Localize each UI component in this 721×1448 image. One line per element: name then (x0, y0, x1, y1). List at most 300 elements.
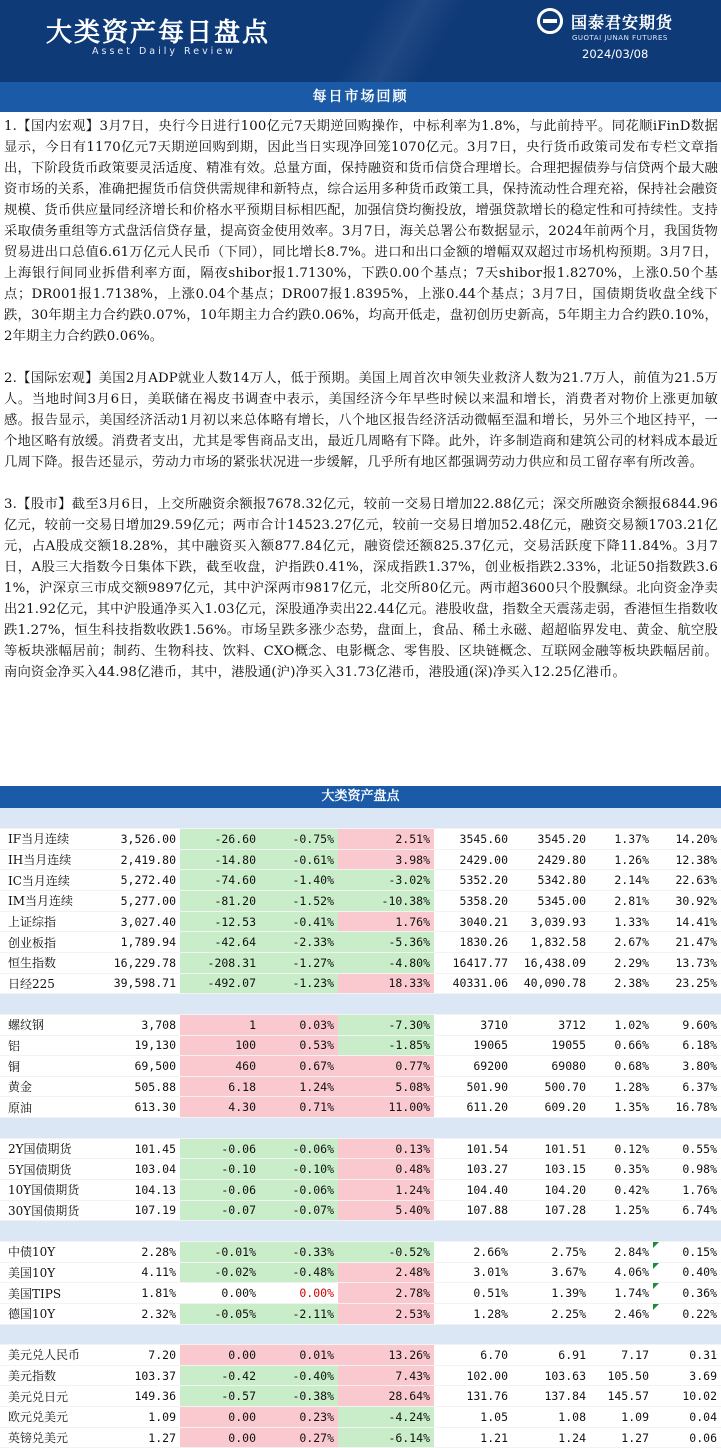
cell-振幅: 7.17 (590, 1345, 653, 1366)
table-row (0, 1365, 721, 1386)
cell-开盘价: 1.05 (434, 1407, 512, 1428)
cell-开盘价: 6.70 (434, 1345, 512, 1366)
asset-name: 美国TIPS (0, 1283, 100, 1304)
paragraph-domestic-macro: 1.【国内宏观】3月7日，央行今日进行100亿元7天期逆回购操作，中标利率为1.8%，与此前持平。同花顺iFinD数据显示，今日有1170亿元7天期逆回购到期，因此当日实现净回笼1070亿元。3月7日，央行货币政策司发布专栏文章指出，下阶段货币政策要灵活适度、精准有效。总量方面，保持融资和货币信贷合理增长。合理把握债券与信贷两个最大融资市场的关系，准确把握货币信贷供需规律和新特点，综合运用多种货币政策工具，保持流动性合理充裕，保持社会融资规模、货币供应量同经济增长和价格水平预期目标相匹配，加强信贷均衡投放，增强贷款增长的稳定性和可持续性。支持采取债务重组等方式盘活信贷存量，提高资金使用效率。3月7日，海关总署公布数据显示，2024年前两个月，我国货物贸易进出口总值6.61万亿元人民币（下同），同比增长8.7%。进口和出口金额的增幅双双超过市场机构预期。3月7日，上海银行间同业拆借利率方面，隔夜shibor报1.7130%，下跌0.00个基点；7天shibor报1.8270%，上涨0.50个基点；DR001报1.7138%，上涨0.04个基点；DR007报1.8395%，上涨0.44个基点；3月7日，国债期货收盘全线下跌，30年期主力合约跌0.07%，10年期主力合约跌0.06%，均高开低走，盘初创历史新高，5年期主力合约跌0.10%，2年期主力合约跌0.06%。 (4, 119, 719, 344)
cell-年振幅: 10.02 (653, 1386, 721, 1407)
cell-涨跌: -0.57 (180, 1386, 260, 1407)
cell-开盘价: 1.28% (434, 1303, 512, 1324)
group-subcolumn-1 (512, 1221, 590, 1242)
asset-name: 美国10Y (0, 1262, 100, 1283)
page-header (0, 0, 721, 83)
cell-年振幅: 0.36% (653, 1283, 721, 1304)
table-header-row (0, 808, 721, 829)
brand-block (537, 8, 687, 34)
cell-收盘价: 7.20 (100, 1345, 180, 1366)
cell-涨跌幅: 0.27% (260, 1427, 338, 1448)
cell-涨跌幅: -0.38% (260, 1386, 338, 1407)
group-spacer (512, 1118, 590, 1139)
cell-年内涨跌幅: -1.85% (338, 1035, 434, 1056)
cell-振幅: 1.33% (590, 911, 653, 932)
cell-收盘价: 1.09 (100, 1407, 180, 1428)
cell-开盘价: 501.90 (434, 1076, 512, 1097)
cell-开盘价: 104.40 (434, 1180, 512, 1201)
cell-涨跌: -42.64 (180, 932, 260, 953)
cell-涨跌幅: 0.23% (260, 1407, 338, 1428)
cell-年振幅: 0.15% (653, 1241, 721, 1262)
cell-收盘价: 103.37 (100, 1365, 180, 1386)
asset-name: 10Y国债期货 (0, 1180, 100, 1201)
cell-前收盘价: 137.84 (512, 1386, 590, 1407)
cell-振幅: 1.26% (590, 849, 653, 870)
group-spacer (338, 1221, 434, 1242)
cell-涨跌幅: -0.10% (260, 1159, 338, 1180)
cell-收盘价: 69,500 (100, 1056, 180, 1077)
cell-涨跌幅: -1.52% (260, 891, 338, 912)
column-header-5 (434, 808, 512, 829)
asset-name: 美元兑人民币 (0, 1345, 100, 1366)
cell-前收盘价: 3712 (512, 1014, 590, 1035)
cell-振幅: 2.67% (590, 932, 653, 953)
cell-开盘价: 3040.21 (434, 911, 512, 932)
cell-前收盘价: 16,438.09 (512, 952, 590, 973)
cell-开盘价: 103.27 (434, 1159, 512, 1180)
cell-收盘价: 505.88 (100, 1076, 180, 1097)
table-row (0, 1097, 721, 1118)
cell-年内涨跌幅: 3.98% (338, 849, 434, 870)
cell-开盘价: 1830.26 (434, 932, 512, 953)
brand-logo-icon (537, 8, 563, 34)
cell-收盘价: 16,229.78 (100, 952, 180, 973)
cell-年振幅: 3.69 (653, 1365, 721, 1386)
cell-振幅: 1.74% (590, 1283, 653, 1304)
table-row (0, 1180, 721, 1201)
table-row (0, 1056, 721, 1077)
cell-收盘价: 3,526.00 (100, 829, 180, 850)
cell-年内涨跌幅: 1.76% (338, 911, 434, 932)
cell-振幅: 1.09 (590, 1407, 653, 1428)
cell-涨跌: -0.07 (180, 1200, 260, 1221)
cell-涨跌幅: -2.11% (260, 1303, 338, 1324)
group-spacer (100, 994, 180, 1015)
cell-年内涨跌幅: -5.36% (338, 932, 434, 953)
cell-振幅: 0.12% (590, 1138, 653, 1159)
report-title: 大类资产每日盘点 (46, 18, 271, 48)
cell-收盘价: 104.13 (100, 1180, 180, 1201)
cell-涨跌幅: 0.71% (260, 1097, 338, 1118)
cell-振幅: 2.81% (590, 891, 653, 912)
cell-前收盘价: 103.15 (512, 1159, 590, 1180)
asset-name: 美元兑日元 (0, 1386, 100, 1407)
cell-涨跌幅: 0.53% (260, 1035, 338, 1056)
cell-振幅: 2.46% (590, 1303, 653, 1324)
cell-涨跌: 6.18 (180, 1076, 260, 1097)
group-spacer (100, 1221, 180, 1242)
table-row (0, 1200, 721, 1221)
asset-name: 黄金 (0, 1076, 100, 1097)
cell-前收盘价: 69080 (512, 1056, 590, 1077)
cell-涨跌幅: -0.41% (260, 911, 338, 932)
cell-收盘价: 613.30 (100, 1097, 180, 1118)
cell-涨跌幅: 0.00% (260, 1283, 338, 1304)
cell-前收盘价: 5342.80 (512, 870, 590, 891)
cell-振幅: 1.25% (590, 1200, 653, 1221)
table-row (0, 1014, 721, 1035)
cell-前收盘价: 2429.80 (512, 849, 590, 870)
brand-name-english: GUOTAI JUNAN FUTURES (572, 34, 668, 42)
cell-前收盘价: 40,090.78 (512, 973, 590, 994)
cell-年内涨跌幅: -10.38% (338, 891, 434, 912)
cell-年振幅: 0.06 (653, 1427, 721, 1448)
cell-开盘价: 40331.06 (434, 973, 512, 994)
cell-收盘价: 1.27 (100, 1427, 180, 1448)
cell-前收盘价: 3,039.93 (512, 911, 590, 932)
group-spacer (100, 1324, 180, 1345)
cell-振幅: 0.42% (590, 1180, 653, 1201)
cell-年内涨跌幅: 5.40% (338, 1200, 434, 1221)
cell-年振幅: 16.78% (653, 1097, 721, 1118)
cell-振幅: 2.29% (590, 952, 653, 973)
group-spacer (180, 1118, 260, 1139)
asset-name: 恒生指数 (0, 952, 100, 973)
cell-前收盘价: 6.91 (512, 1345, 590, 1366)
column-header-4 (338, 808, 434, 829)
cell-年内涨跌幅: -4.80% (338, 952, 434, 973)
report-date: 2024/03/08 (582, 47, 649, 61)
cell-振幅: 0.66% (590, 1035, 653, 1056)
column-header-3 (260, 808, 338, 829)
cell-前收盘价: 5345.00 (512, 891, 590, 912)
cell-涨跌: 460 (180, 1056, 260, 1077)
column-header-1 (100, 808, 180, 829)
cell-开盘价: 1.21 (434, 1427, 512, 1448)
asset-name: 螺纹钢 (0, 1014, 100, 1035)
cell-前收盘价: 609.20 (512, 1097, 590, 1118)
cell-年振幅: 14.41% (653, 911, 721, 932)
cell-涨跌幅: -0.75% (260, 829, 338, 850)
cell-涨跌幅: 0.01% (260, 1345, 338, 1366)
cell-收盘价: 5,277.00 (100, 891, 180, 912)
cell-前收盘价: 104.20 (512, 1180, 590, 1201)
asset-name: IM当月连续 (0, 891, 100, 912)
cell-涨跌幅: -1.23% (260, 973, 338, 994)
cell-振幅: 1.35% (590, 1097, 653, 1118)
group-label (0, 1221, 100, 1242)
group-spacer (260, 1324, 338, 1345)
cell-涨跌: -0.42 (180, 1365, 260, 1386)
cell-年内涨跌幅: 0.77% (338, 1056, 434, 1077)
cell-涨跌: -0.05% (180, 1303, 260, 1324)
group-spacer (180, 994, 260, 1015)
group-spacer (653, 1324, 721, 1345)
cell-振幅: 1.02% (590, 1014, 653, 1035)
group-spacer (338, 994, 434, 1015)
cell-开盘价: 0.51% (434, 1283, 512, 1304)
cell-开盘价: 69200 (434, 1056, 512, 1077)
asset-name: 铜 (0, 1056, 100, 1077)
table-row (0, 1035, 721, 1056)
cell-年内涨跌幅: 2.48% (338, 1262, 434, 1283)
cell-振幅: 2.14% (590, 870, 653, 891)
table-row (0, 973, 721, 994)
cell-年振幅: 12.38% (653, 849, 721, 870)
asset-name: 美元指数 (0, 1365, 100, 1386)
cell-前收盘价: 101.51 (512, 1138, 590, 1159)
asset-name: 上证综指 (0, 911, 100, 932)
group-spacer (434, 1118, 512, 1139)
cell-涨跌幅: -0.48% (260, 1262, 338, 1283)
paragraph-stock-market: 3.【股市】截至3月6日，上交所融资余额报7678.32亿元，较前一交易日增加22.88亿元；深交所融资余额报6844.96亿元，较前一交易日增加29.59亿元；两市合计14523.27亿元，较前一交易日增加52.48亿元，融资交易额1703.21亿元，占A股成交额18.28%，其中融资买入额877.84亿元，融资偿还额825.37亿元，交易活跃度下降11.84%。3月7日，A股三大指数今日集体下跌，截至收盘，沪指跌0.41%，深成指跌1.37%，创业板指跌2.33%，北证50指数跌3.61%，沪深京三市成交额9897亿元，其中沪深两市9817亿元，北交所80亿元。两市超3600只个股飘绿。北向资金净卖出21.92亿元，其中沪股通净买入1.03亿元，深股通净卖出22.44亿元。港股收盘，指数全天震荡走弱，香港恒生指数收跌1.27%，恒生科技指数收跌1.56%。市场呈跌多涨少态势，盘面上，食品、稀土永磁、超超临界发电、黄金、航空股等板块涨幅居前；制药、生物科技、饮料、CXO概念、电影概念、零售股、区块链概念、互联网金融等板块跌幅居前。南向资金净买入44.98亿港币，其中，港股通(沪)净买入31.73亿港币，港股通(深)净买入12.25亿港币。 (4, 497, 718, 680)
cell-年振幅: 0.55% (653, 1138, 721, 1159)
asset-table-title: 大类资产盘点 (0, 786, 721, 808)
cell-年振幅: 0.04 (653, 1407, 721, 1428)
cell-收盘价: 19,130 (100, 1035, 180, 1056)
cell-年内涨跌幅: 5.08% (338, 1076, 434, 1097)
cell-收盘价: 2.28% (100, 1241, 180, 1262)
group-spacer (180, 1221, 260, 1242)
cell-收盘价: 39,598.71 (100, 973, 180, 994)
cell-涨跌幅: -0.33% (260, 1241, 338, 1262)
cell-涨跌幅: 0.67% (260, 1056, 338, 1077)
cell-前收盘价: 19055 (512, 1035, 590, 1056)
table-row (0, 1427, 721, 1448)
group-spacer (434, 1324, 512, 1345)
asset-name: 30Y国债期货 (0, 1200, 100, 1221)
asset-name: IC当月连续 (0, 870, 100, 891)
cell-收盘价: 101.45 (100, 1138, 180, 1159)
column-header-2 (180, 808, 260, 829)
cell-涨跌: 0.00 (180, 1345, 260, 1366)
cell-前收盘价: 1,832.58 (512, 932, 590, 953)
cell-涨跌: -0.02% (180, 1262, 260, 1283)
cell-涨跌: -81.20 (180, 891, 260, 912)
cell-年内涨跌幅: -0.52% (338, 1241, 434, 1262)
cell-年内涨跌幅: 2.53% (338, 1303, 434, 1324)
cell-前收盘价: 103.63 (512, 1365, 590, 1386)
group-subcolumn-3 (653, 1221, 721, 1242)
cell-年振幅: 22.63% (653, 870, 721, 891)
column-header-7 (590, 808, 653, 829)
group-spacer (180, 1324, 260, 1345)
cell-年内涨跌幅: 0.13% (338, 1138, 434, 1159)
cell-涨跌幅: -1.40% (260, 870, 338, 891)
group-subcolumn-0 (434, 1221, 512, 1242)
cell-涨跌: -74.60 (180, 870, 260, 891)
cell-振幅: 1.37% (590, 829, 653, 850)
table-row (0, 932, 721, 953)
cell-振幅: 145.57 (590, 1386, 653, 1407)
cell-涨跌: -26.60 (180, 829, 260, 850)
cell-年内涨跌幅: 18.33% (338, 973, 434, 994)
section-title-bar: 每日市场回顾 (0, 82, 721, 112)
cell-年内涨跌幅: -4.24% (338, 1407, 434, 1428)
cell-前收盘价: 3.67% (512, 1262, 590, 1283)
asset-name: 铝 (0, 1035, 100, 1056)
paragraph-international-macro: 2.【国际宏观】美国2月ADP就业人数14万人，低于预期。美国上周首次申领失业救济人数为21.7万人，前值为21.5万人。当地时间3月6日，美联储在褐皮书调查中表示，美国经济今年早些时候以来温和增长，消费者对物价上涨更加敏感。报告显示，美国经济活动1月初以来总体略有增长，八个地区报告经济活动微幅至温和增长，另外三个地区持平，一个地区略有放缓。消费者支出，尤其是零售商品支出，最近几周略有下降。此外，许多制造商和建筑公司的材料成本最近几周下降。报告还显示，劳动力市场的紧张状况进一步缓解，几乎所有地区都强调劳动力供应和员工留存率有所改善。 (4, 371, 718, 470)
cell-涨跌: 0.00 (180, 1407, 260, 1428)
cell-年振幅: 3.80% (653, 1056, 721, 1077)
cell-年内涨跌幅: -3.02% (338, 870, 434, 891)
cell-涨跌: -0.06 (180, 1180, 260, 1201)
asset-table-section (0, 786, 721, 1448)
cell-开盘价: 16417.77 (434, 952, 512, 973)
cell-涨跌: -12.53 (180, 911, 260, 932)
cell-涨跌: -492.07 (180, 973, 260, 994)
table-row (0, 1138, 721, 1159)
cell-收盘价: 2,419.80 (100, 849, 180, 870)
cell-年内涨跌幅: 28.64% (338, 1386, 434, 1407)
cell-振幅: 0.35% (590, 1159, 653, 1180)
cell-开盘价: 101.54 (434, 1138, 512, 1159)
cell-涨跌: -0.01% (180, 1241, 260, 1262)
table-row (0, 891, 721, 912)
cell-收盘价: 4.11% (100, 1262, 180, 1283)
cell-年振幅: 30.92% (653, 891, 721, 912)
cell-前收盘价: 3545.20 (512, 829, 590, 850)
group-spacer (590, 994, 653, 1015)
cell-年振幅: 0.22% (653, 1303, 721, 1324)
cell-涨跌幅: -0.61% (260, 849, 338, 870)
market-review-text (4, 116, 718, 704)
cell-收盘价: 2.32% (100, 1303, 180, 1324)
cell-涨跌幅: -0.06% (260, 1180, 338, 1201)
cell-前收盘价: 1.08 (512, 1407, 590, 1428)
group-label (0, 1118, 100, 1139)
cell-开盘价: 107.88 (434, 1200, 512, 1221)
cell-开盘价: 19065 (434, 1035, 512, 1056)
group-spacer (260, 1221, 338, 1242)
cell-振幅: 2.38% (590, 973, 653, 994)
cell-振幅: 0.68% (590, 1056, 653, 1077)
column-header-6 (512, 808, 590, 829)
cell-涨跌: 4.30 (180, 1097, 260, 1118)
cell-涨跌幅: 0.03% (260, 1014, 338, 1035)
table-row (0, 870, 721, 891)
cell-振幅: 1.27 (590, 1427, 653, 1448)
cell-涨跌幅: -1.27% (260, 952, 338, 973)
cell-开盘价: 3.01% (434, 1262, 512, 1283)
cell-前收盘价: 107.28 (512, 1200, 590, 1221)
group-spacer (590, 1118, 653, 1139)
cell-年振幅: 6.18% (653, 1035, 721, 1056)
cell-年内涨跌幅: 0.48% (338, 1159, 434, 1180)
group-spacer (590, 1324, 653, 1345)
cell-涨跌: 100 (180, 1035, 260, 1056)
cell-收盘价: 149.36 (100, 1386, 180, 1407)
table-row (0, 1241, 721, 1262)
table-row (0, 1407, 721, 1428)
cell-振幅: 4.06% (590, 1262, 653, 1283)
group-row (0, 1324, 721, 1345)
asset-name: 日经225 (0, 973, 100, 994)
group-spacer (512, 1324, 590, 1345)
cell-收盘价: 107.19 (100, 1200, 180, 1221)
cell-振幅: 2.84% (590, 1241, 653, 1262)
cell-涨跌幅: -0.07% (260, 1200, 338, 1221)
table-row (0, 1076, 721, 1097)
cell-涨跌: 1 (180, 1014, 260, 1035)
cell-前收盘价: 1.39% (512, 1283, 590, 1304)
table-row (0, 952, 721, 973)
table-row (0, 1386, 721, 1407)
cell-年振幅: 6.37% (653, 1076, 721, 1097)
cell-年振幅: 0.98% (653, 1159, 721, 1180)
cell-收盘价: 103.04 (100, 1159, 180, 1180)
cell-涨跌: 0.00 (180, 1427, 260, 1448)
cell-开盘价: 5352.20 (434, 870, 512, 891)
cell-年振幅: 1.76% (653, 1180, 721, 1201)
cell-年内涨跌幅: 7.43% (338, 1365, 434, 1386)
brand-name: 国泰君安期货 (571, 12, 674, 32)
table-row (0, 829, 721, 850)
asset-name: 原油 (0, 1097, 100, 1118)
cell-年振幅: 6.74% (653, 1200, 721, 1221)
cell-振幅: 105.50 (590, 1365, 653, 1386)
cell-年振幅: 0.40% (653, 1262, 721, 1283)
group-row (0, 1118, 721, 1139)
asset-name: 2Y国债期货 (0, 1138, 100, 1159)
cell-收盘价: 5,272.40 (100, 870, 180, 891)
cell-年振幅: 23.25% (653, 973, 721, 994)
cell-收盘价: 3,708 (100, 1014, 180, 1035)
cell-收盘价: 3,027.40 (100, 911, 180, 932)
column-header-0 (0, 808, 100, 829)
cell-年内涨跌幅: -7.30% (338, 1014, 434, 1035)
cell-年振幅: 14.20% (653, 829, 721, 850)
cell-收盘价: 1.81% (100, 1283, 180, 1304)
cell-涨跌: 0.00% (180, 1283, 260, 1304)
cell-涨跌: -208.31 (180, 952, 260, 973)
cell-涨跌: -0.10 (180, 1159, 260, 1180)
cell-开盘价: 3545.60 (434, 829, 512, 850)
cell-年内涨跌幅: -6.14% (338, 1427, 434, 1448)
group-label (0, 994, 100, 1015)
cell-年内涨跌幅: 11.00% (338, 1097, 434, 1118)
report-subtitle: Asset Daily Review (92, 46, 236, 57)
cell-振幅: 1.28% (590, 1076, 653, 1097)
cell-开盘价: 102.00 (434, 1365, 512, 1386)
asset-name: 欧元兑美元 (0, 1407, 100, 1428)
cell-前收盘价: 500.70 (512, 1076, 590, 1097)
table-row (0, 849, 721, 870)
cell-年振幅: 21.47% (653, 932, 721, 953)
cell-涨跌幅: -2.33% (260, 932, 338, 953)
group-spacer (260, 994, 338, 1015)
group-spacer (653, 1118, 721, 1139)
table-row (0, 1303, 721, 1324)
cell-涨跌幅: 1.24% (260, 1076, 338, 1097)
group-subcolumn-2 (590, 1221, 653, 1242)
asset-name: IH当月连续 (0, 849, 100, 870)
cell-开盘价: 2429.00 (434, 849, 512, 870)
header-decoration (300, 0, 530, 83)
group-spacer (100, 1118, 180, 1139)
cell-年振幅: 0.31 (653, 1345, 721, 1366)
table-row (0, 1262, 721, 1283)
cell-前收盘价: 2.75% (512, 1241, 590, 1262)
group-spacer (260, 1118, 338, 1139)
table-row (0, 1283, 721, 1304)
cell-年内涨跌幅: 2.51% (338, 829, 434, 850)
cell-涨跌: -0.06 (180, 1138, 260, 1159)
table-row (0, 1345, 721, 1366)
cell-前收盘价: 2.25% (512, 1303, 590, 1324)
group-spacer (338, 1118, 434, 1139)
cell-开盘价: 2.66% (434, 1241, 512, 1262)
table-row (0, 1159, 721, 1180)
group-spacer (512, 994, 590, 1015)
cell-涨跌幅: -0.40% (260, 1365, 338, 1386)
asset-name: 创业板指 (0, 932, 100, 953)
